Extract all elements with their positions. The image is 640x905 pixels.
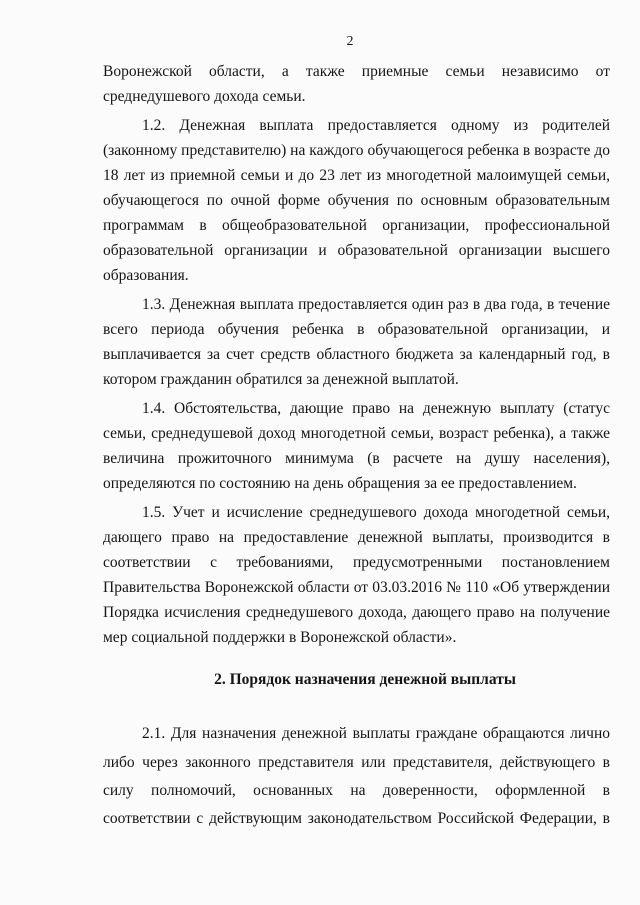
text-line: 1.5. Учет и исчисление среднедушевого дохода многодетной семьи,: [142, 504, 610, 521]
text-line: 18 лет из приемной семьи и до 23 лет из многодетной малоимущей семьи,: [103, 167, 610, 184]
text-line: дающего право на предоставление денежной выплаты, производится в: [103, 529, 610, 546]
text-line: определяются по состоянию на день обращения за ее предоставлением.: [103, 475, 577, 492]
text-line: Правительства Воронежской области от 03.03.2016 № 110 «Об утверждении: [103, 579, 610, 596]
text-line: мер социальной поддержки в Воронежской области».: [103, 629, 457, 646]
text-line: среднедушевого дохода семьи.: [103, 88, 306, 105]
text-line: всего периода обучения ребенка в образовательной организации, и: [103, 321, 610, 338]
text-line: выплачивается за счет средств областного бюджета за календарный год, в: [103, 346, 610, 363]
text-line: соответствии с действующим законодательством Российской Федерации, в: [103, 810, 610, 827]
text-line: соответствии с требованиями, предусмотренными постановлением: [103, 554, 610, 571]
text-line: семьи, среднедушевой доход многодетной семьи, возраст ребенка), а также: [103, 425, 610, 442]
text-line: (законному представителю) на каждого обучающегося ребенка в возрасте до: [103, 142, 610, 159]
text-line: 1.4. Обстоятельства, дающие право на денежную выплату (статус: [142, 400, 610, 417]
text-line: 1.2. Денежная выплата предоставляется одному из родителей: [142, 117, 610, 134]
text-line: силу полномочий, основанных на доверенности, оформленной в: [103, 782, 610, 799]
text-line: 1.3. Денежная выплата предоставляется один раз в два года, в течение: [142, 296, 610, 313]
text-line: обучающегося по очной форме обучения по основным образовательным: [103, 192, 610, 209]
section-heading: 2. Порядок назначения денежной выплаты: [214, 671, 516, 688]
text-line: Порядка исчисления среднедушевого дохода, дающего право на получение: [103, 604, 610, 621]
text-line: котором гражданин обратился за денежной выплатой.: [103, 371, 459, 388]
text-line: 2.1. Для назначения денежной выплаты граждане обращаются лично: [142, 725, 610, 742]
text-line: образования.: [103, 267, 189, 284]
text-line: либо через законного представителя или представителя, действующего в: [103, 754, 610, 771]
page-number: 2: [346, 34, 354, 49]
text-line: Воронежской области, а также приемные семьи независимо от: [103, 63, 610, 80]
text-line: величина прожиточного минимума (в расчете на душу населения),: [103, 450, 610, 467]
text-line: программам в общеобразовательной организации, профессиональной: [103, 217, 610, 234]
text-line: образовательной организации и образовательной организации высшего: [103, 242, 610, 259]
